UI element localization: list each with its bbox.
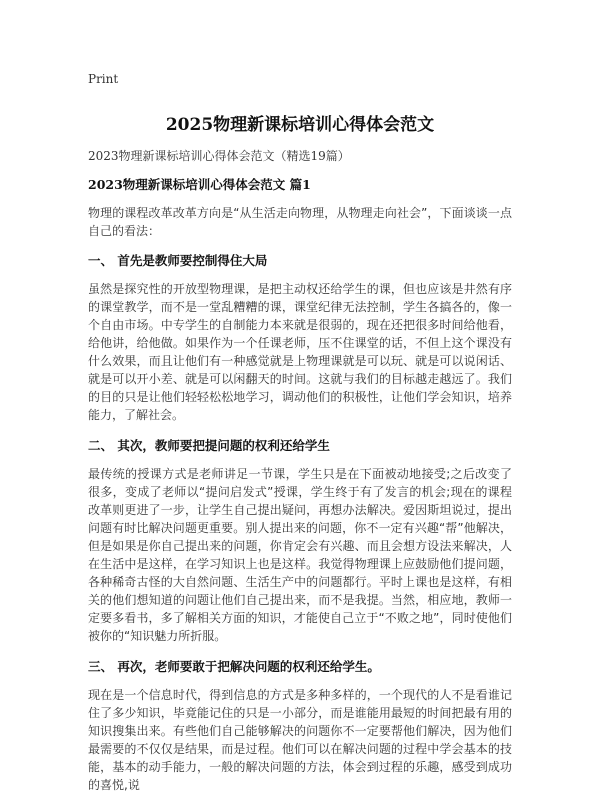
section-heading-1: 一、 首先是教师要控制得住大局 <box>88 253 268 268</box>
section-heading-3: 三、 再次，老师要敢于把解决问题的权利还给学生。 <box>88 659 380 674</box>
intro-paragraph: 物理的课程改革改革方向是“从生活走向物理，从物理走向社会”，下面谈谈一点自己的看法： <box>88 206 512 238</box>
article-heading: 2023物理新课标培训心得体会范文 篇1 <box>88 177 311 192</box>
section-body-3: 现在是一个信息时代，得到信息的方式是多种多样的，一个现代的人不是看谁记住了多少知识，毕竟能记住的只是一小部分，而是谁能用最短的时间把最有用的知识搜集出来。有些他们自己能够解决的问题你不一定要帮他们解决，因为他们最需要的不仅仅是结果，而是过程。他们可以在解决问题的过程中学会基本的技能，基本的动手能力，一般的解决问题的方法，体会到过程的乐趣，感受到成功的喜悦,说 <box>88 688 512 792</box>
print-link[interactable]: Print <box>88 72 119 86</box>
section-heading-2: 二、 其次，教师要把提问题的权利还给学生 <box>88 438 330 453</box>
section-body-1: 虽然是探究性的开放型物理课，是把主动权还给学生的课，但也应该是井然有序的课堂教学，而不是一堂乱糟糟的课，课堂纪律无法控制，学生各搞各的，像一个自由市场。中专学生的自制能力本来就是很弱的，现在还把很多时间给他看，给他讲，给他做。如果作为一个任课老师，压不住课堂的话，不但上这个课没有什么效果，而且让他们有一种感觉就是上物理课就是可以玩、就是可以说闲话、就是可以开小差、就是可以闲翻天的时间。这就与我们的目标越走越远了。我们的目的只是让他们轻轻松松地学习，调动他们的积极性，让他们学会知识，培养能力，了解社会。 <box>88 282 512 422</box>
document-subtitle: 2023物理新课标培训心得体会范文（精选19篇） <box>88 149 350 163</box>
section-body-2: 最传统的授课方式是老师讲足一节课，学生只是在下面被动地接受;之后改变了很多，变成了老师以“提问启发式”授课，学生终于有了发言的机会;现在的课程改革则更进了一步，让学生自己提出疑问，再想办法解决。爱因斯坦说过，提出问题有时比解决问题更重要。别人提出来的问题，你不一定有兴趣“帮”他解决，但是如果是你自己提出来的问题，你肯定会有兴趣、而且会想方设法来解决，人在生活中是这样，在学习知识上也是这样。我觉得物理课上应鼓励他们提问题，各种稀奇古怪的大自然问题、生活生产中的问题都行。平时上课也是这样，有相关的他们想知道的问题让他们自己提出来，而不是我提。当然，相应地，教师一定要多看书，多了解相关方面的知识，才能使自己立于“不败之地”，同时使他们被你的“知识魅力所折服。 <box>88 467 512 643</box>
document-title: 2025物理新课标培训心得体会范文 <box>165 115 435 135</box>
